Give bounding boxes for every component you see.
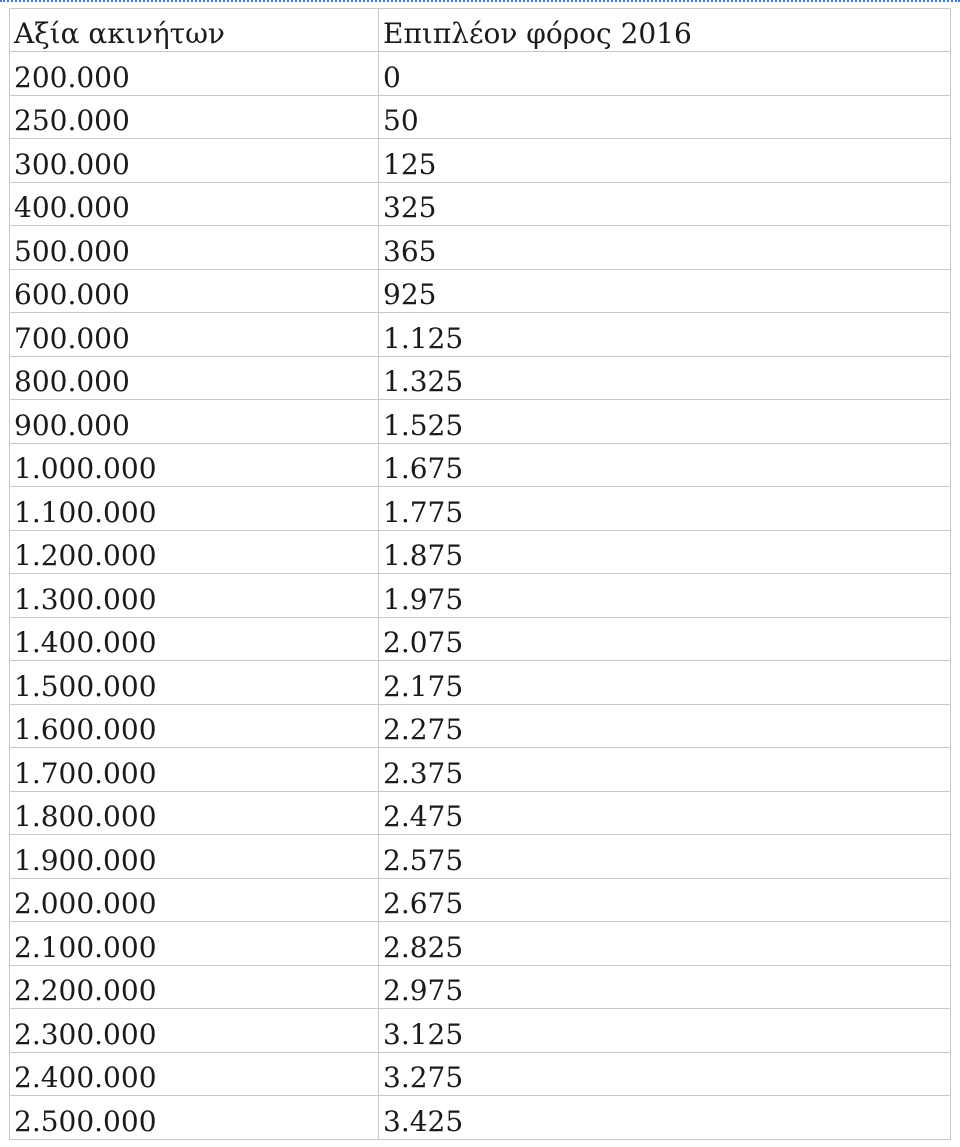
cell-extra-tax[interactable]: 0 [379, 52, 951, 96]
cell-extra-tax[interactable]: 2.675 [379, 878, 951, 922]
cell-property-value[interactable]: 250.000 [10, 95, 379, 139]
cell-property-value[interactable]: 800.000 [10, 356, 379, 400]
cell-property-value[interactable]: 1.700.000 [10, 748, 379, 792]
cell-property-value[interactable]: 700.000 [10, 313, 379, 357]
cell-extra-tax[interactable]: 2.475 [379, 791, 951, 835]
table-row [10, 835, 951, 879]
cell-extra-tax[interactable]: 3.275 [379, 1052, 951, 1096]
cell-extra-tax[interactable]: 2.275 [379, 704, 951, 748]
selection-border [0, 0, 960, 2]
cell-property-value[interactable]: 300.000 [10, 139, 379, 183]
table-row [10, 269, 951, 313]
cell-extra-tax[interactable]: 325 [379, 182, 951, 226]
header-row [10, 9, 951, 52]
table-body [10, 9, 951, 1140]
cell-extra-tax[interactable]: 925 [379, 269, 951, 313]
table-row [10, 139, 951, 183]
cell-extra-tax[interactable]: 2.075 [379, 617, 951, 661]
cell-extra-tax[interactable]: 2.975 [379, 965, 951, 1009]
cell-property-value[interactable]: 2.100.000 [10, 922, 379, 966]
table-row [10, 1009, 951, 1053]
table-row [10, 661, 951, 705]
cell-property-value[interactable]: 400.000 [10, 182, 379, 226]
cell-property-value[interactable]: 500.000 [10, 226, 379, 270]
cell-property-value[interactable]: 1.600.000 [10, 704, 379, 748]
table-row [10, 400, 951, 444]
header-cell-extra-tax-2016[interactable]: Επιπλέον φόρος 2016 [379, 9, 951, 52]
cell-extra-tax[interactable]: 2.825 [379, 922, 951, 966]
table-row [10, 922, 951, 966]
cell-property-value[interactable]: 200.000 [10, 52, 379, 96]
cell-property-value[interactable]: 1.300.000 [10, 574, 379, 618]
cell-extra-tax[interactable]: 1.325 [379, 356, 951, 400]
table-row [10, 748, 951, 792]
table-row [10, 1052, 951, 1096]
table-row [10, 313, 951, 357]
table-row [10, 791, 951, 835]
cell-property-value[interactable]: 1.900.000 [10, 835, 379, 879]
cell-property-value[interactable]: 2.300.000 [10, 1009, 379, 1053]
cell-property-value[interactable]: 1.200.000 [10, 530, 379, 574]
cell-property-value[interactable]: 2.200.000 [10, 965, 379, 1009]
cell-property-value[interactable]: 2.500.000 [10, 1096, 379, 1140]
cell-extra-tax[interactable]: 3.425 [379, 1096, 951, 1140]
table-row [10, 443, 951, 487]
cell-extra-tax[interactable]: 2.375 [379, 748, 951, 792]
header-cell-property-value[interactable]: Αξία ακινήτων [10, 9, 379, 52]
cell-extra-tax[interactable]: 1.975 [379, 574, 951, 618]
table-row [10, 356, 951, 400]
cell-property-value[interactable]: 2.400.000 [10, 1052, 379, 1096]
cell-extra-tax[interactable]: 1.875 [379, 530, 951, 574]
cell-property-value[interactable]: 1.400.000 [10, 617, 379, 661]
cell-extra-tax[interactable]: 125 [379, 139, 951, 183]
table-row [10, 574, 951, 618]
table-row [10, 487, 951, 531]
cell-property-value[interactable]: 900.000 [10, 400, 379, 444]
table-row [10, 226, 951, 270]
table-row [10, 1096, 951, 1140]
cell-extra-tax[interactable]: 2.575 [379, 835, 951, 879]
table-row [10, 95, 951, 139]
table-row [10, 704, 951, 748]
cell-extra-tax[interactable]: 1.775 [379, 487, 951, 531]
table-row [10, 878, 951, 922]
cell-property-value[interactable]: 600.000 [10, 269, 379, 313]
cell-extra-tax[interactable]: 50 [379, 95, 951, 139]
table-row [10, 617, 951, 661]
table-row [10, 182, 951, 226]
table-row [10, 530, 951, 574]
cell-property-value[interactable]: 2.000.000 [10, 878, 379, 922]
cell-extra-tax[interactable]: 1.675 [379, 443, 951, 487]
cell-extra-tax[interactable]: 3.125 [379, 1009, 951, 1053]
cell-property-value[interactable]: 1.500.000 [10, 661, 379, 705]
cell-extra-tax[interactable]: 1.525 [379, 400, 951, 444]
cell-property-value[interactable]: 1.100.000 [10, 487, 379, 531]
cell-extra-tax[interactable]: 2.175 [379, 661, 951, 705]
cell-property-value[interactable]: 1.800.000 [10, 791, 379, 835]
table-row [10, 965, 951, 1009]
cell-extra-tax[interactable]: 365 [379, 226, 951, 270]
cell-extra-tax[interactable]: 1.125 [379, 313, 951, 357]
table-row [10, 52, 951, 96]
cell-property-value[interactable]: 1.000.000 [10, 443, 379, 487]
data-table [9, 8, 951, 1140]
